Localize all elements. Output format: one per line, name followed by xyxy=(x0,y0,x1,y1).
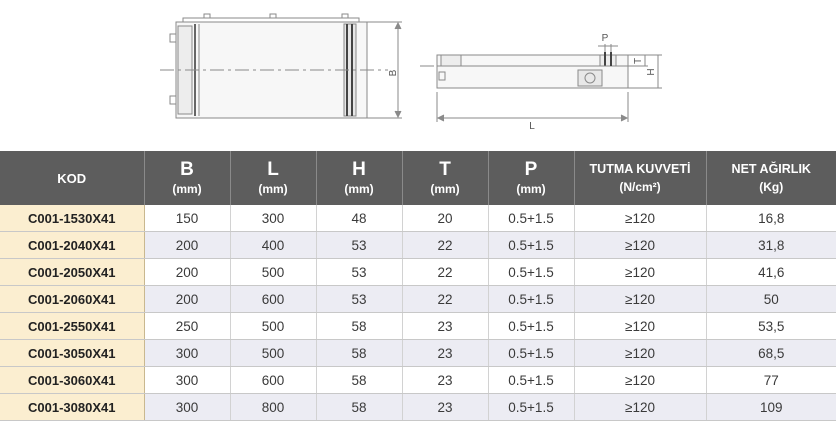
header-p: P (mm) xyxy=(488,151,574,205)
cell-b: 200 xyxy=(144,259,230,286)
table-header-row xyxy=(0,151,836,205)
cell-t: 22 xyxy=(402,259,488,286)
dimension-l-label: L xyxy=(529,121,535,132)
cell-net-weight: 68,5 xyxy=(706,340,836,367)
cell-net-weight: 41,6 xyxy=(706,259,836,286)
table-row xyxy=(0,313,836,340)
cell-net-weight: 16,8 xyxy=(706,205,836,232)
technical-drawing xyxy=(0,0,836,150)
table-row xyxy=(0,367,836,394)
cell-p: 0.5+1.5 xyxy=(488,205,574,232)
cell-h: 58 xyxy=(316,313,402,340)
cell-kod: C001-2050X41 xyxy=(0,259,144,286)
cell-p: 0.5+1.5 xyxy=(488,232,574,259)
cell-kod: C001-2550X41 xyxy=(0,313,144,340)
cell-h: 58 xyxy=(316,340,402,367)
cell-b: 250 xyxy=(144,313,230,340)
cell-p: 0.5+1.5 xyxy=(488,286,574,313)
header-t: T (mm) xyxy=(402,151,488,205)
table-row xyxy=(0,286,836,313)
cell-t: 22 xyxy=(402,232,488,259)
cell-net-weight: 77 xyxy=(706,367,836,394)
cell-b: 200 xyxy=(144,286,230,313)
cell-l: 500 xyxy=(230,259,316,286)
table-row xyxy=(0,394,836,421)
cell-holding-force: ≥120 xyxy=(574,367,706,394)
cell-kod: C001-3060X41 xyxy=(0,367,144,394)
cell-kod: C001-1530X41 xyxy=(0,205,144,232)
header-l: L (mm) xyxy=(230,151,316,205)
cell-b: 150 xyxy=(144,205,230,232)
cell-p: 0.5+1.5 xyxy=(488,394,574,421)
cell-net-weight: 50 xyxy=(706,286,836,313)
cell-net-weight: 53,5 xyxy=(706,313,836,340)
table-row xyxy=(0,205,836,232)
cell-holding-force: ≥120 xyxy=(574,205,706,232)
cell-holding-force: ≥120 xyxy=(574,394,706,421)
cell-l: 400 xyxy=(230,232,316,259)
header-h: H (mm) xyxy=(316,151,402,205)
table-row xyxy=(0,232,836,259)
cell-l: 500 xyxy=(230,340,316,367)
dimension-t-label: T xyxy=(633,57,644,65)
dimension-b-label: B xyxy=(388,69,399,77)
cell-l: 800 xyxy=(230,394,316,421)
cell-holding-force: ≥120 xyxy=(574,259,706,286)
cell-h: 58 xyxy=(316,394,402,421)
side-view-drawing xyxy=(420,44,662,122)
cell-p: 0.5+1.5 xyxy=(488,340,574,367)
header-net-weight: NET AĞIRLIK (Kg) xyxy=(706,151,836,205)
cell-p: 0.5+1.5 xyxy=(488,259,574,286)
cell-h: 48 xyxy=(316,205,402,232)
product-spec-table xyxy=(0,151,836,421)
cell-t: 23 xyxy=(402,340,488,367)
cell-holding-force: ≥120 xyxy=(574,232,706,259)
header-b: B (mm) xyxy=(144,151,230,205)
cell-net-weight: 109 xyxy=(706,394,836,421)
header-holding-force: TUTMA KUVVETİ (N/cm²) xyxy=(574,151,706,205)
cell-h: 53 xyxy=(316,232,402,259)
top-view-drawing xyxy=(160,14,402,118)
cell-h: 53 xyxy=(316,286,402,313)
cell-l: 600 xyxy=(230,367,316,394)
cell-t: 22 xyxy=(402,286,488,313)
cell-holding-force: ≥120 xyxy=(574,340,706,367)
cell-t: 20 xyxy=(402,205,488,232)
cell-net-weight: 31,8 xyxy=(706,232,836,259)
cell-b: 300 xyxy=(144,340,230,367)
cell-b: 300 xyxy=(144,367,230,394)
cell-t: 23 xyxy=(402,367,488,394)
cell-b: 300 xyxy=(144,394,230,421)
table-row xyxy=(0,340,836,367)
dimension-h-label: H xyxy=(646,68,657,76)
table-row xyxy=(0,259,836,286)
dimension-p-label: P xyxy=(601,33,609,44)
cell-l: 600 xyxy=(230,286,316,313)
cell-holding-force: ≥120 xyxy=(574,286,706,313)
cell-p: 0.5+1.5 xyxy=(488,313,574,340)
cell-p: 0.5+1.5 xyxy=(488,367,574,394)
cell-kod: C001-2040X41 xyxy=(0,232,144,259)
cell-holding-force: ≥120 xyxy=(574,313,706,340)
cell-t: 23 xyxy=(402,313,488,340)
cell-h: 53 xyxy=(316,259,402,286)
cell-kod: C001-2060X41 xyxy=(0,286,144,313)
header-kod: KOD xyxy=(0,151,144,205)
cell-b: 200 xyxy=(144,232,230,259)
cell-kod: C001-3080X41 xyxy=(0,394,144,421)
cell-h: 58 xyxy=(316,367,402,394)
cell-l: 300 xyxy=(230,205,316,232)
cell-kod: C001-3050X41 xyxy=(0,340,144,367)
cell-l: 500 xyxy=(230,313,316,340)
cell-t: 23 xyxy=(402,394,488,421)
